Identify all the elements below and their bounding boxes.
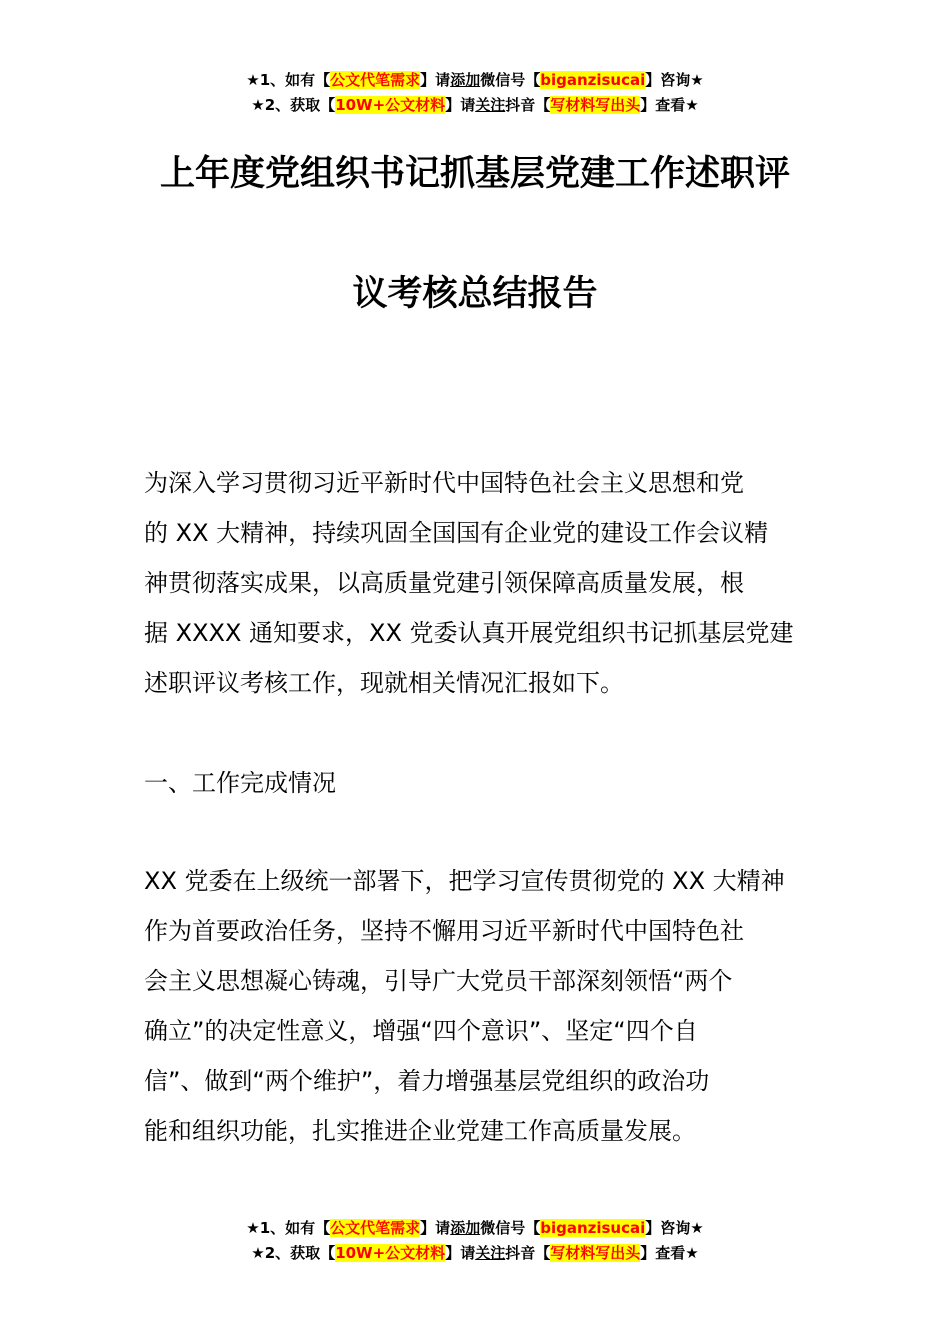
promo-highlight-wechat-id: biganzisucai xyxy=(540,71,646,89)
promo-highlight-service: 公文代笔需求 xyxy=(330,1219,421,1237)
paragraph-line: 为深入学习贯彻习近平新时代中国特色社会主义思想和党 xyxy=(144,469,744,497)
paragraph-line: 神贯彻落实成果，以高质量党建引领保障高质量发展，根 xyxy=(144,569,744,597)
promo-highlight-wechat-id: biganzisucai xyxy=(540,1219,646,1237)
promo-highlight-materials: 10W+公文材料 xyxy=(335,96,446,114)
paragraph-line: 确立”的决定性意义，增强“四个意识”、坚定“四个自 xyxy=(144,1017,698,1045)
promo-line-1-text-2: 微信号【 xyxy=(480,1219,541,1237)
paragraph-line: 会主义思想凝心铸魂，引导广大党员干部深刻领悟“两个 xyxy=(144,967,733,995)
document-title-line-2: 议考核总结报告 xyxy=(352,274,598,314)
promo-line-2-prefix: ★2、获取【 xyxy=(251,96,336,114)
document-title-line-1: 上年度党组织书记抓基层党建工作述职评 xyxy=(159,154,790,194)
promo-line-1-prefix: ★1、如有【 xyxy=(246,71,331,89)
promo-highlight-materials: 10W+公文材料 xyxy=(335,1244,446,1262)
promo-line-1-suffix: 】咨询★ xyxy=(645,1219,704,1237)
section-heading-text: 一、工作完成情况 xyxy=(144,769,336,797)
promo-line-2-suffix: 】查看★ xyxy=(640,96,699,114)
promo-line-1 xyxy=(0,1216,950,1241)
promo-line-1-prefix: ★1、如有【 xyxy=(246,1219,331,1237)
paragraph-line: 信”、做到“两个维护”，着力增强基层党组织的政治功 xyxy=(144,1067,710,1095)
promo-line-2 xyxy=(0,1241,950,1266)
promo-highlight-douyin-account: 写材料写出头 xyxy=(550,1244,641,1262)
promo-line-1 xyxy=(0,68,950,93)
promo-underlined-follow: 关注 xyxy=(475,96,506,114)
promo-line-1-text-2: 微信号【 xyxy=(480,71,541,89)
paragraph-line: 的 XX 大精神，持续巩固全国国有企业党的建设工作会议精 xyxy=(144,519,769,547)
promo-underlined-add: 添加 xyxy=(450,71,481,89)
promo-underlined-follow: 关注 xyxy=(475,1244,506,1262)
promo-line-2 xyxy=(0,93,950,118)
promo-line-2-text-2: 抖音【 xyxy=(505,96,551,114)
promo-line-1-text: 】请 xyxy=(420,71,451,89)
promo-line-1-text: 】请 xyxy=(420,1219,451,1237)
top-promo-banner xyxy=(0,68,950,118)
promo-underlined-add: 添加 xyxy=(450,1219,481,1237)
promo-highlight-douyin-account: 写材料写出头 xyxy=(550,96,641,114)
promo-line-2-suffix: 】查看★ xyxy=(640,1244,699,1262)
promo-line-2-text: 】请 xyxy=(445,96,476,114)
paragraph-line: 述职评议考核工作，现就相关情况汇报如下。 xyxy=(144,669,624,697)
paragraph-line: 作为首要政治任务，坚持不懈用习近平新时代中国特色社 xyxy=(144,917,744,945)
promo-line-2-text: 】请 xyxy=(445,1244,476,1262)
intro-paragraph xyxy=(144,458,814,708)
section-paragraph xyxy=(144,856,814,1156)
paragraph-line: 据 XXXX 通知要求，XX 党委认真开展党组织书记抓基层党建 xyxy=(144,619,794,647)
promo-line-2-text-2: 抖音【 xyxy=(505,1244,551,1262)
promo-highlight-service: 公文代笔需求 xyxy=(330,71,421,89)
promo-line-2-prefix: ★2、获取【 xyxy=(251,1244,336,1262)
bottom-promo-banner xyxy=(0,1216,950,1266)
promo-line-1-suffix: 】咨询★ xyxy=(645,71,704,89)
section-heading xyxy=(144,758,814,808)
paragraph-line: 能和组织功能，扎实推进企业党建工作高质量发展。 xyxy=(144,1117,696,1145)
paragraph-line: XX 党委在上级统一部署下，把学习宣传贯彻党的 XX 大精神 xyxy=(144,867,785,895)
